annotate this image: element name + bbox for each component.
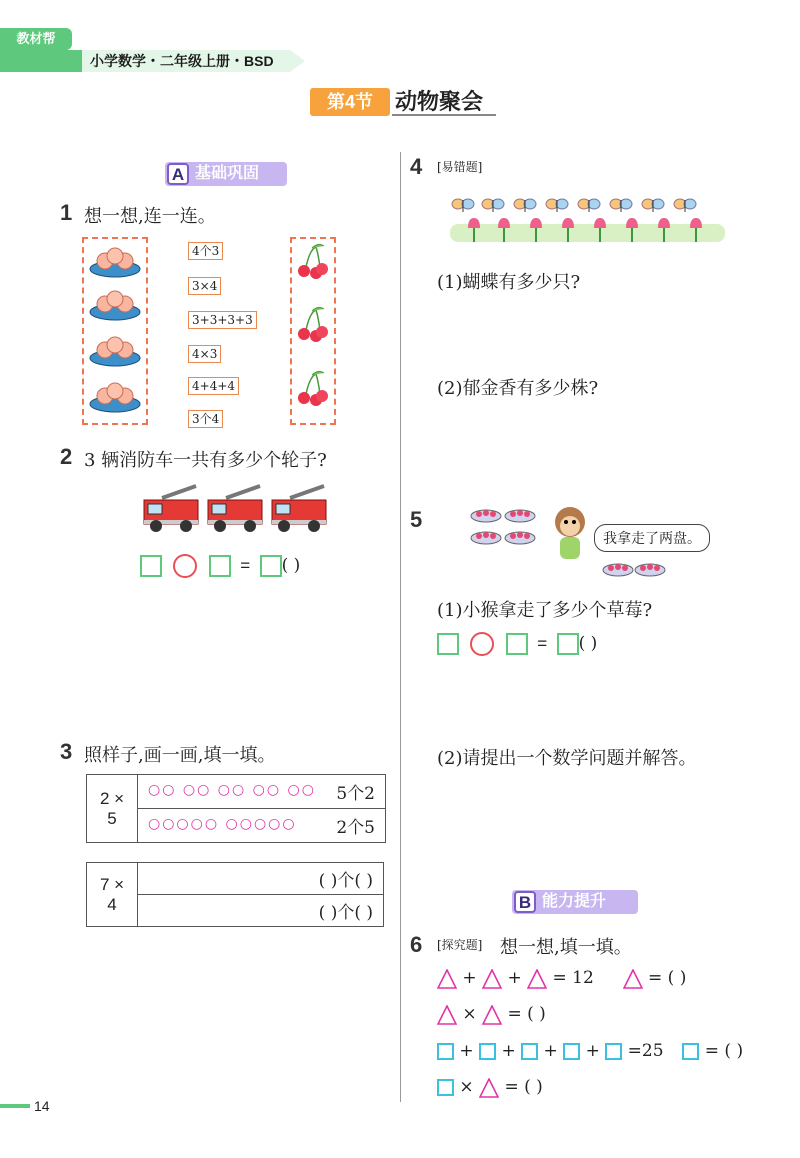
circle-row: ○○○○○ ○○○○○ 2个5 [138,809,386,843]
circle-row: ○○ ○○ ○○ ○○ ○○ 5个2 [138,775,386,809]
answer-box[interactable] [506,633,528,655]
answer-box[interactable] [260,555,282,577]
q6-line2: × = ( ) [437,1004,546,1025]
square-icon [682,1043,699,1060]
unit-blank[interactable]: ( ) [281,555,301,576]
butterflies-tulips-icon [450,194,725,250]
q5-equation [437,632,597,656]
peach-plates-icon [84,239,146,423]
triangle-icon [437,1005,457,1025]
square-icon [437,1043,454,1060]
subquestion: (2)请提出一个数学问题并解答。 [437,748,697,769]
title-underline [392,114,496,116]
question-number: 4 [410,154,423,179]
equals-sign: = [240,555,251,575]
expr-card[interactable]: 3个4 [188,408,223,427]
triangle-icon [482,969,502,989]
expr-card[interactable]: 3+3+3+3 [188,309,257,328]
page-bar [0,1104,30,1108]
expr-card[interactable]: 4个3 [188,240,223,259]
cherries-icon [292,239,334,423]
peach-box [82,237,148,425]
fire-truck-icon [140,478,335,538]
fill-row[interactable]: ( )个( ) [138,863,384,895]
tag-advanced [512,890,638,914]
question-text: 3 辆消防车一共有多少个轮子? [84,450,327,471]
question-text: 想一想,连一连。 [84,206,216,227]
unit-blank[interactable]: ( ) [578,633,598,654]
triangle-icon [623,969,643,989]
answer-blank[interactable]: = ( ) [507,1004,546,1024]
expr-card[interactable]: 4+4+4 [188,375,239,394]
square-icon [479,1043,496,1060]
question-text: 照样子,画一画,填一填。 [84,745,276,766]
practice-table [86,862,384,927]
expr-card[interactable]: 3×4 [188,275,221,294]
tag-letter-a: A [167,163,189,185]
difficulty-tag: [易错题] [437,160,483,174]
question-number: 6 [410,932,423,957]
square-icon [521,1043,538,1060]
square-icon [437,1079,454,1096]
triangle-icon [437,969,457,989]
expr-card[interactable]: 4×3 [188,343,221,362]
column-divider [400,152,401,1102]
speech-bubble: 我拿走了两盘。 [594,524,710,552]
square-icon [563,1043,580,1060]
tag-basic [165,162,287,186]
question-number: 3 [60,739,73,764]
question-number: 2 [60,444,73,469]
sample-table [86,774,386,843]
table-label: 7 × 4 [87,863,138,927]
section-badge: 第4节 [310,88,390,116]
operator-circle[interactable] [470,632,494,656]
triangle-icon [482,1005,502,1025]
brand-tab: 教材帮 [0,28,72,50]
question-text: 想一想,填一填。 [500,937,632,958]
book-subtitle: 小学数学・二年级上册・BSD [90,53,274,69]
cherry-box [290,237,336,425]
answer-blank[interactable]: = ( ) [648,968,687,988]
subquestion: (2)郁金香有多少株? [437,378,599,399]
q2-equation [140,554,300,578]
square-icon [605,1043,622,1060]
answer-blank[interactable]: = ( ) [504,1077,543,1097]
triangle-icon [479,1078,499,1098]
triangle-icon [527,969,547,989]
tag-label: 基础巩固 [195,165,260,182]
operator-circle[interactable] [173,554,197,578]
section-title: 动物聚会 [395,89,484,114]
q6-line3: + + + + =25 = ( ) [437,1041,743,1061]
question-number: 1 [60,200,73,225]
subquestion: (1)小猴拿走了多少个草莓? [437,600,653,621]
answer-box[interactable] [557,633,579,655]
answer-box[interactable] [209,555,231,577]
q6-line1: + + = 12 = ( ) [437,968,686,989]
difficulty-tag: [探究题] [437,938,483,952]
tag-label: 能力提升 [542,893,607,910]
question-number: 5 [410,507,423,532]
fill-row[interactable]: ( )个( ) [138,895,384,927]
q6-line4: × = ( ) [437,1077,543,1098]
answer-box[interactable] [437,633,459,655]
tag-letter-b: B [514,891,536,913]
answer-blank[interactable]: = ( ) [704,1041,744,1061]
table-label: 2 × 5 [87,775,138,843]
equals-sign: = [537,633,548,653]
page-number: 14 [34,1098,50,1114]
answer-box[interactable] [140,555,162,577]
subquestion: (1)蝴蝶有多少只? [437,272,581,293]
